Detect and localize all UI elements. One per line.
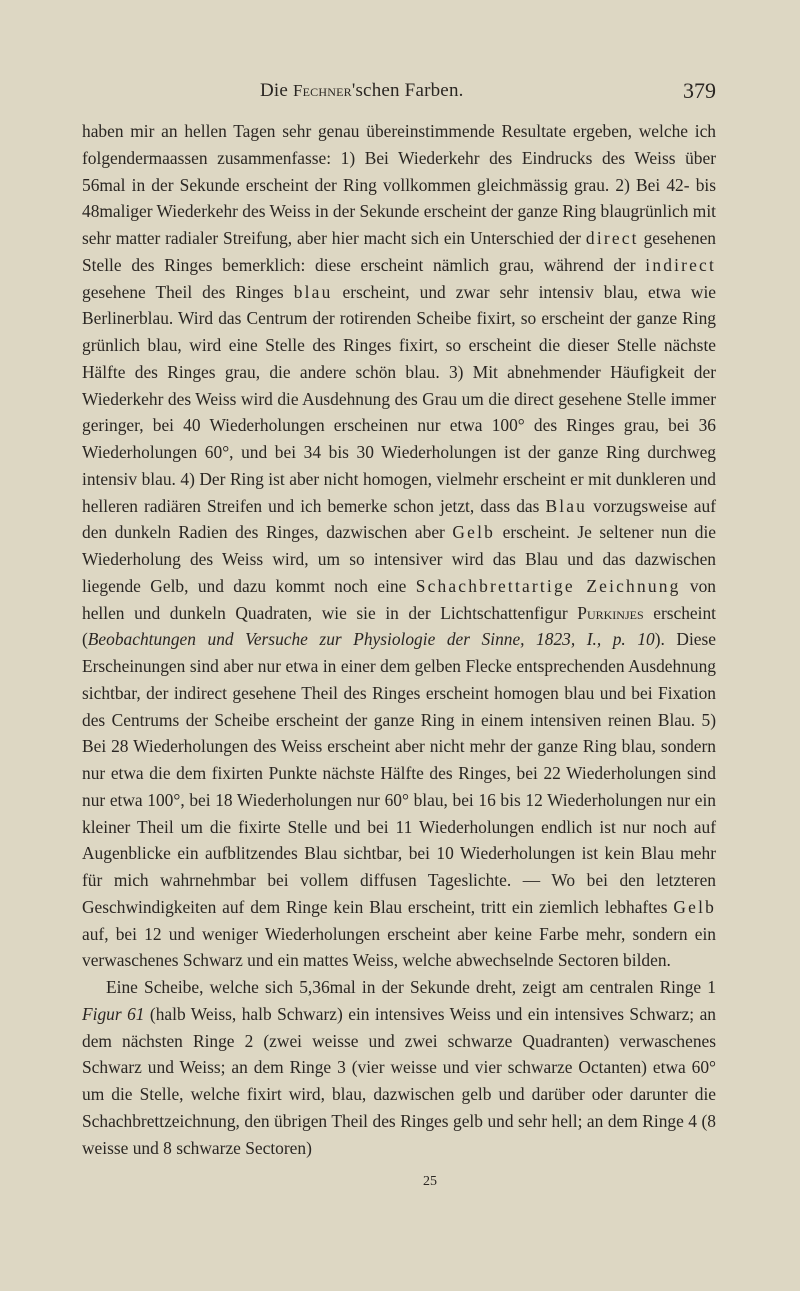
paragraph-1-text-1: haben mir an hellen Tagen sehr genau übereinstimmende Resultate ergeben, welche ich folgendermaassen zusammenfasse: 1) Bei Wiederkehr des Eindrucks des Weiss über 56mal in der Sekunde erscheint der Ring vollkommen gleichmässig grau. 2) Bei 42- bis 48maliger Wiederkehr des Weiss in der Sekunde erscheint der ganze Ring blaugrünlich mit sehr matter radialer Streifung, aber hier macht sich ein Unterschied der (82, 121, 716, 248)
paragraph-1-emphasis-blau-2: Blau (545, 495, 588, 516)
paragraph-1-emphasis-indirect: indirect (645, 254, 716, 275)
paragraph-1-emphasis-gelb: Gelb (452, 522, 496, 543)
paragraph-1-text-2: gesehenen Stelle des Ringes bemerklich: diese erscheint nämlich grau, während der (82, 228, 716, 275)
paragraph-1-text-8: erscheint ( (82, 602, 716, 650)
paragraph-2-text-2: (halb Weiss, halb Schwarz) ein intensives Weiss und ein intensives Schwarz; an dem nächsten Ringe 2 (zwei weisse und zwei schwarze Quadranten) verwaschenes Schwarz und Weiss; an dem Ringe 3 (vier weisse und vier schwarze Octanten) etwa 60° um die Stelle, welche fixirt wird, blau, dazwischen gelb und darüber oder darunter die Schachbrettzeichnung, den übrigen Theil des Ringes gelb und sehr hell; an dem Ringe 4 (8 weisse und 8 schwarze Sectoren) (82, 1003, 717, 1158)
signature-mark: 25 (423, 1174, 437, 1189)
page-number: 379 (683, 78, 716, 103)
running-head-prefix: Die (260, 80, 293, 101)
paragraph-2-text-1: Eine Scheibe, welche sich 5,36mal in der Sekunde dreht, zeigt am centralen Ringe 1 (106, 977, 716, 997)
paragraph-1-emphasis-gelb-2: Gelb (673, 896, 716, 917)
paragraph-1-emphasis-direct: direct (585, 228, 639, 248)
paragraph-1-text-6: erscheint. Je seltener nun die Wiederholung des Weiss wird, um so intensiver wird das Blau und das dazwischen liegende Gelb, und dazu kommt noch eine (82, 522, 716, 596)
paragraph-1-text-9: ). Diese Erscheinungen sind aber nur etwa in einer dem gelben Flecke entsprechenden Ausdehnung sichtbar, der indirect gesehene Theil des Ringes erscheint homogen blau und bei Fixation des Centrums der Scheibe erscheint der ganze Ring in einem intensiven reinen Blau. 5) Bei 28 Wiederholungen des Weiss erscheint aber nicht mehr der ganze Ring blau, sondern nur etwa die dem fixirten Punkte nächste Hälfte des Ringes, bei 22 Wiederholungen sind nur etwa 100°, bei 18 Wiederholungen nur 60° blau, bei 16 bis 12 Wiederholungen nur ein kleiner Theil um die fixirte Stelle und bei 11 Wiederholungen endlich ist nur noch auf Augenblicke ein aufblitzendes Blau sichtbar, bei 10 Wiederholungen ist kein Blau mehr für mich wahrnehmbar bei vollem diffusen Tageslichte. — Wo bei den letzteren Geschwindigkeiten auf dem Ringe kein Blau erscheint, tritt ein ziemlich lebhaftes (82, 629, 716, 917)
paragraph-1-author-purkinje: Purkinjes (577, 602, 644, 623)
body-text (82, 118, 716, 1161)
paragraph-1 (82, 118, 716, 974)
paragraph-1-emphasis-schachbrett: Schachbrettartige Zeichnung (415, 575, 681, 596)
paragraph-1-text-10: auf, bei 12 und weniger Wiederholungen erscheint aber keine Farbe mehr, sondern ein verwaschenes Schwarz und ein mattes Weiss, welche abwechselnde Sectoren bilden. (82, 923, 716, 971)
paragraph-1-citation: Beobachtungen und Versuche zur Physiologie der Sinne, 1823, I., p. 10 (87, 629, 655, 650)
paragraph-1-text-3: gesehene Theil des Ringes (82, 281, 294, 302)
page-header (96, 80, 716, 110)
paragraph-1-text-7: von hellen und dunkeln Quadraten, wie sie in der Lichtschattenfigur (82, 575, 716, 623)
signature-mark-row (0, 1174, 800, 1190)
running-head-author: Fechner (292, 81, 352, 100)
running-head-suffix: 'schen Farben. (351, 80, 464, 101)
paragraph-1-emphasis-blau: blau (293, 281, 333, 302)
paragraph-1-text-4: erscheint, und zwar sehr intensiv blau, etwa wie Berlinerblau. Wird das Centrum der rotirenden Scheibe fixirt, so erscheint der ganze Ring grünlich blau, wird eine Stelle des Ringes fixirt, so erscheint die dieser Stelle nächste Hälfte des Ringes grau, die andere schön blau. 3) Mit abnehmender Häufigkeit der Wiederkehr des Weiss wird die Ausdehnung des Grau um die direct gesehene Stelle immer geringer, bei 40 Wiederholungen erscheinen nur etwa 100° des Ringes grau, bei 36 Wiederholungen 60°, und bei 34 bis 30 Wiederholungen ist der ganze Ring durchweg intensiv blau. 4) Der Ring ist aber nicht homogen, vielmehr erscheint er mit dunkleren und helleren radiären Streifen und ich bemerke schon jetzt, dass das (82, 281, 716, 516)
running-head (260, 80, 464, 102)
paragraph-2-figure-reference: Figur 61 (82, 1003, 145, 1024)
paragraph-1-text-5: vorzugsweise auf den dunkeln Radien des Ringes, dazwischen aber (82, 495, 717, 543)
paragraph-2 (82, 974, 716, 1161)
